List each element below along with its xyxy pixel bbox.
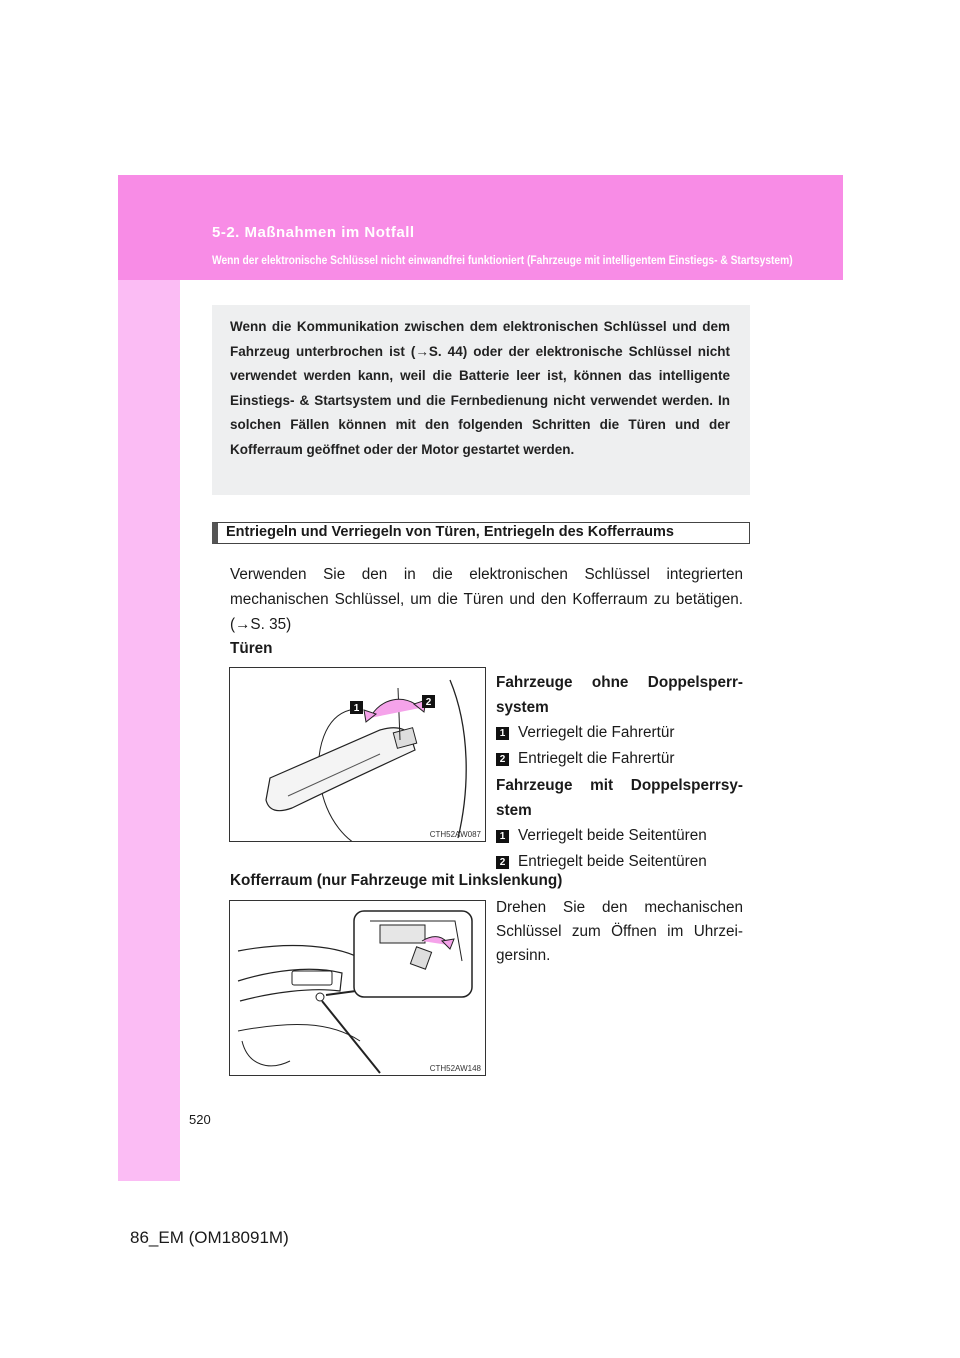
door-instructions	[496, 670, 743, 875]
page-number: 520	[189, 1112, 211, 1127]
step-2-badge: 2	[496, 753, 509, 766]
door-callout-2: 2	[425, 697, 432, 708]
step-2-badge: 2	[496, 856, 509, 869]
notice-box	[212, 305, 750, 495]
without-double-lock-heading: Fahrzeuge ohne Doppelsperr-system	[496, 674, 743, 716]
door-figure-code: CTH52AW087	[429, 830, 481, 839]
trunk-lock-illustration	[230, 901, 485, 1075]
intro-text: Verwenden Sie den in die elektronischen Schlüssel integrierten mechanischen Schlüssel, um die Türen und den Kofferraum zu betätigen. (→S. 35)	[230, 566, 743, 633]
list-item	[496, 720, 743, 746]
item-text: Entriegelt die Fahrertür	[518, 750, 675, 767]
section-heading	[212, 522, 750, 544]
step-1-badge: 1	[496, 830, 509, 843]
list-item	[496, 746, 743, 772]
trunk-figure-code: CTH52AW148	[429, 1064, 481, 1073]
trunk-lock-figure	[229, 900, 486, 1076]
door-callout-1: 1	[353, 703, 360, 714]
notice-text: Wenn die Kommunikation zwischen dem elektronischen Schlüssel und dem Fahrzeug unterbrochen ist (→S. 44) oder der elektronische Schlüssel nicht verwendet werden kann, weil die Batterie leer ist, können das intelligente Einstiegs- & Startsystem und die Fernbedienung nicht verwendet werden. In solchen Fällen können mit den folgenden Schritten die Türen und der Kofferraum geöffnet oder der Motor gestartet werden.	[230, 319, 730, 457]
door-handle-figure	[229, 667, 486, 842]
list-item	[496, 823, 743, 849]
side-band	[118, 175, 180, 1181]
section-title: 5-2. Maßnahmen im Notfall	[212, 224, 415, 241]
item-text: Verriegelt beide Seitentüren	[518, 827, 707, 844]
with-double-lock-heading: Fahrzeuge mit Doppelsperrsy-stem	[496, 777, 743, 819]
footer-code: 86_EM (OM18091M)	[130, 1228, 289, 1247]
item-text: Verriegelt die Fahrertür	[518, 724, 675, 741]
item-text: Entriegelt beide Seitentüren	[518, 853, 707, 870]
section-heading-label: Entriegeln und Verriegeln von Türen, Entriegeln des Kofferraums	[226, 524, 674, 540]
section-subtitle: Wenn der elektronische Schlüssel nicht einwandfrei funktioniert (Fahrzeuge mit intelligentem Einstiegs- & Startsystem)	[212, 253, 793, 267]
door-handle-illustration	[230, 668, 485, 841]
trunk-instruction: Drehen Sie den mechanischen Schlüssel zum Öffnen im Uhrzei-gersinn.	[496, 899, 743, 964]
doors-label: Türen	[230, 640, 273, 657]
trunk-label: Kofferraum (nur Fahrzeuge mit Linkslenkung)	[230, 872, 563, 889]
step-1-badge: 1	[496, 727, 509, 740]
